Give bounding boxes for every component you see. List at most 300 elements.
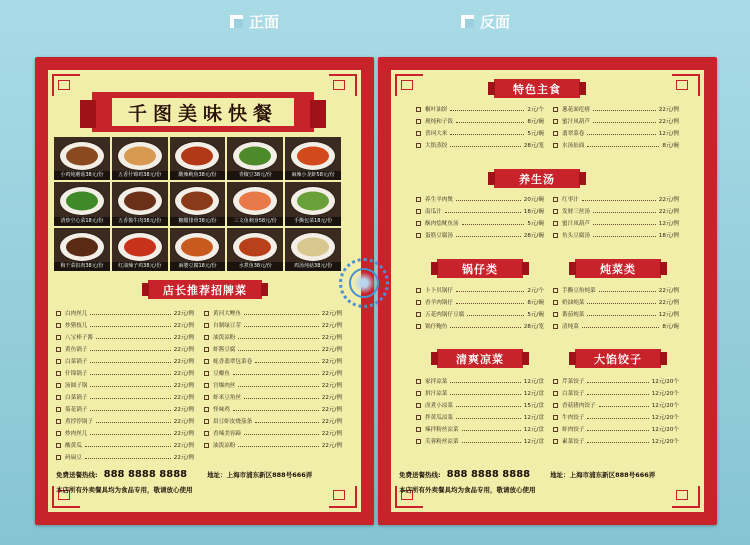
menu-item-name: 汤圆子锅 bbox=[65, 383, 88, 389]
food-photo-grid bbox=[54, 137, 341, 271]
leader-dots bbox=[238, 446, 318, 447]
menu-item-price: 12元/例 bbox=[658, 131, 679, 137]
menu-item-name: 家拌凉菜 bbox=[425, 379, 448, 385]
menu-item bbox=[553, 411, 679, 423]
stew-heading bbox=[575, 259, 661, 278]
menu-item-name: 什锦锅子 bbox=[65, 371, 88, 377]
menu-item bbox=[204, 367, 342, 379]
leader-dots bbox=[90, 326, 170, 327]
food-caption: 手撕包菜18元/份 bbox=[285, 217, 341, 226]
menu-item-name: 番茄炖菜 bbox=[562, 312, 585, 318]
checkbox-icon bbox=[416, 221, 421, 226]
dish-shape bbox=[239, 192, 271, 211]
menu-item-name: 蛋筋豆腐汤 bbox=[425, 233, 453, 239]
menu-item-name: 八宝棒子酱 bbox=[65, 335, 93, 341]
menu-item bbox=[553, 399, 679, 411]
menu-item-price: 22元/例 bbox=[173, 431, 194, 437]
food-caption: 麻辣小龙虾58元/份 bbox=[285, 171, 341, 180]
watermark-seal bbox=[339, 258, 389, 308]
front-notice: 本店所有外卖餐具均为食品专用，敬请放心使用 bbox=[56, 486, 193, 494]
menu-item bbox=[204, 355, 342, 367]
food-caption: 红油辣子鸡38元/份 bbox=[112, 262, 168, 271]
front-hotline-row bbox=[56, 469, 312, 480]
menu-item-name: 葱花面疙瘩 bbox=[562, 107, 590, 113]
menu-item-name: 芹菜饺子 bbox=[562, 379, 585, 385]
checkbox-icon bbox=[56, 311, 61, 316]
dish-shape bbox=[181, 237, 213, 256]
menu-item bbox=[56, 331, 194, 343]
leader-dots bbox=[587, 315, 655, 316]
menu-item-price: 22元/例 bbox=[658, 107, 679, 113]
leader-dots bbox=[445, 212, 521, 213]
menu-item-name: 卤煮小凉菜 bbox=[425, 403, 453, 409]
menu-item-name: 锅仔鲍鱼 bbox=[425, 324, 448, 330]
checkbox-icon bbox=[56, 407, 61, 412]
title-banner bbox=[92, 92, 314, 132]
menu-item-price: 22元/例 bbox=[173, 383, 194, 389]
leader-dots bbox=[238, 350, 318, 351]
leader-dots bbox=[593, 122, 656, 123]
food-photo bbox=[285, 137, 341, 180]
menu-item-price: 22元/例 bbox=[321, 431, 342, 437]
menu-item bbox=[416, 375, 544, 387]
menu-item-name: 怪味鸡 bbox=[213, 407, 230, 413]
menu-item-name: 黄鱼锅子 bbox=[65, 347, 88, 353]
menu-item-price: 22元/例 bbox=[321, 407, 342, 413]
menu-item-name: 虾米豆角丝 bbox=[213, 395, 241, 401]
menu-item bbox=[56, 307, 194, 319]
menu-item-price: 2元/个 bbox=[527, 107, 544, 113]
dumpling-heading bbox=[575, 349, 661, 368]
dish-shape bbox=[124, 147, 156, 166]
menu-item bbox=[553, 308, 679, 320]
food-photo bbox=[170, 137, 226, 180]
menu-item-price: 22元/例 bbox=[173, 419, 194, 425]
leader-dots bbox=[450, 394, 520, 395]
menu-item bbox=[56, 451, 194, 463]
menu-item-price: 12元/盘 bbox=[523, 439, 544, 445]
menu-item-price: 28元/碗 bbox=[523, 233, 544, 239]
checkbox-icon bbox=[416, 403, 421, 408]
menu-item-price: 22元/例 bbox=[321, 371, 342, 377]
menu-item-name: 红枣汁 bbox=[562, 197, 579, 203]
menu-item bbox=[553, 435, 679, 447]
checkbox-icon bbox=[553, 324, 558, 329]
food-photo bbox=[170, 182, 226, 225]
menu-item-name: 卜卜贝锅仔 bbox=[425, 288, 453, 294]
menu-item-price: 5元/碗 bbox=[527, 312, 544, 318]
leader-dots bbox=[456, 291, 524, 292]
menu-item-name: 白菜锅子 bbox=[65, 395, 88, 401]
menu-item bbox=[204, 343, 342, 355]
leader-dots bbox=[244, 398, 319, 399]
checkbox-icon bbox=[553, 312, 558, 317]
corner-ornament bbox=[395, 74, 423, 96]
food-caption: 麻婆豆腐18元/份 bbox=[170, 262, 226, 271]
checkbox-icon bbox=[553, 107, 558, 112]
staple-list-right bbox=[553, 103, 679, 151]
menu-item-name: 菊花锅子 bbox=[65, 407, 88, 413]
hotline-number: 888 8888 8888 bbox=[446, 469, 531, 480]
menu-item-price: 12元/例 bbox=[658, 312, 679, 318]
leader-dots bbox=[233, 410, 319, 411]
menu-item-name: 奶油炖菜 bbox=[562, 300, 585, 306]
cold-dish-heading-text: 清爽凉菜 bbox=[456, 352, 504, 366]
dish-shape bbox=[124, 237, 156, 256]
menu-item-price: 12元/20个 bbox=[651, 379, 679, 385]
menu-item bbox=[553, 284, 679, 296]
food-caption: 酸辣鱿鱼38元/份 bbox=[170, 171, 226, 180]
checkbox-icon bbox=[56, 371, 61, 376]
menu-item-price: 12元/20个 bbox=[651, 439, 679, 445]
checkbox-icon bbox=[553, 391, 558, 396]
checkbox-icon bbox=[56, 359, 61, 364]
leader-dots bbox=[90, 314, 170, 315]
menu-item-name: 发财三丝汤 bbox=[562, 209, 590, 215]
menu-item bbox=[204, 391, 342, 403]
checkbox-icon bbox=[204, 407, 209, 412]
menu-item-price: 8元/碗 bbox=[527, 119, 544, 125]
leader-dots bbox=[587, 442, 648, 443]
menu-item-price: 22元/例 bbox=[173, 443, 194, 449]
dumpling-heading-text: 大馅饺子 bbox=[594, 352, 642, 366]
menu-item bbox=[416, 284, 544, 296]
menu-item bbox=[204, 331, 342, 343]
menu-item-price: 22元/例 bbox=[658, 119, 679, 125]
title-box bbox=[112, 98, 294, 126]
checkbox-icon bbox=[416, 143, 421, 148]
checkbox-icon bbox=[416, 233, 421, 238]
checkbox-icon bbox=[204, 347, 209, 352]
checkbox-icon bbox=[204, 359, 209, 364]
leader-dots bbox=[238, 338, 318, 339]
leader-dots bbox=[90, 410, 170, 411]
hotline-label: 免费送餐热线: bbox=[56, 471, 98, 479]
food-photo bbox=[285, 182, 341, 225]
menu-item bbox=[56, 343, 194, 355]
checkbox-icon bbox=[56, 419, 61, 424]
menu-item-price: 22元/例 bbox=[173, 359, 194, 365]
checkbox-icon bbox=[56, 431, 61, 436]
menu-item-name: 酸黄瓜 bbox=[65, 443, 82, 449]
leader-dots bbox=[456, 122, 524, 123]
leader-dots bbox=[238, 386, 318, 387]
back-menu-inner bbox=[391, 70, 704, 512]
menu-item-price: 22元/例 bbox=[658, 300, 679, 306]
staple-heading bbox=[494, 79, 580, 98]
menu-item bbox=[416, 296, 544, 308]
dish-shape bbox=[124, 192, 156, 211]
menu-item-name: 五花肉锅仔豆腐 bbox=[425, 312, 465, 318]
leader-dots bbox=[462, 430, 521, 431]
leader-dots bbox=[582, 327, 660, 328]
seal-core bbox=[349, 268, 379, 298]
leader-dots bbox=[90, 386, 170, 387]
leader-dots bbox=[456, 406, 521, 407]
menu-item bbox=[56, 415, 194, 427]
menu-item-name: 黄河大鲤鱼 bbox=[213, 311, 241, 317]
leader-dots bbox=[90, 350, 170, 351]
leader-dots bbox=[599, 406, 649, 407]
menu-item bbox=[56, 379, 194, 391]
menu-item-name: 香菇猪肉饺子 bbox=[562, 403, 596, 409]
menu-item bbox=[416, 205, 544, 217]
checkbox-icon bbox=[416, 300, 421, 305]
checkbox-icon bbox=[553, 415, 558, 420]
corner-icon bbox=[461, 15, 474, 28]
menu-item bbox=[56, 439, 194, 451]
dish-shape bbox=[297, 147, 329, 166]
back-hotline-row bbox=[399, 469, 655, 480]
corner-icon bbox=[230, 15, 243, 28]
menu-item-name: 养生羊肉煲 bbox=[425, 197, 453, 203]
menu-item bbox=[204, 427, 342, 439]
front-label-text: 正面 bbox=[249, 12, 280, 31]
pot-list bbox=[416, 284, 544, 332]
menu-item bbox=[553, 423, 679, 435]
checkbox-icon bbox=[553, 143, 558, 148]
recommended-list-right bbox=[204, 307, 342, 451]
menu-item bbox=[553, 296, 679, 308]
menu-item-price: 22元/例 bbox=[321, 383, 342, 389]
recommended-heading bbox=[148, 280, 262, 299]
menu-item-name: 拼汁凉菜 bbox=[425, 391, 448, 397]
menu-item-name: 鱼头豆腐汤 bbox=[562, 233, 590, 239]
checkbox-icon bbox=[416, 427, 421, 432]
leader-dots bbox=[96, 338, 171, 339]
menu-item-name: 蜜汁凤葫芦 bbox=[562, 119, 590, 125]
front-side-label bbox=[230, 10, 279, 32]
leader-dots bbox=[587, 394, 648, 395]
stew-list bbox=[553, 284, 679, 332]
menu-item-price: 18元/碗 bbox=[523, 209, 544, 215]
leader-dots bbox=[90, 362, 170, 363]
food-photo bbox=[54, 182, 110, 225]
menu-item-price: 12元/20个 bbox=[651, 415, 679, 421]
checkbox-icon bbox=[553, 197, 558, 202]
checkbox-icon bbox=[553, 403, 558, 408]
checkbox-icon bbox=[416, 288, 421, 293]
menu-item bbox=[204, 415, 342, 427]
menu-item bbox=[204, 379, 342, 391]
staple-list-left bbox=[416, 103, 544, 151]
soup-list-right bbox=[553, 193, 679, 241]
leader-dots bbox=[456, 236, 521, 237]
checkbox-icon bbox=[416, 131, 421, 136]
menu-item-name: 辣拌粉丝凉菜 bbox=[425, 427, 459, 433]
menu-item bbox=[416, 115, 544, 127]
checkbox-icon bbox=[204, 311, 209, 316]
corner-ornament bbox=[52, 74, 80, 96]
checkbox-icon bbox=[416, 415, 421, 420]
menu-item-name: 大馅蒸饺 bbox=[425, 143, 448, 149]
leader-dots bbox=[450, 134, 524, 135]
food-photo bbox=[54, 228, 110, 271]
menu-item-price: 22元/例 bbox=[173, 455, 194, 461]
menu-item bbox=[553, 115, 679, 127]
menu-item-name: 香辣美容蹄 bbox=[213, 431, 241, 437]
menu-item bbox=[416, 320, 544, 332]
checkbox-icon bbox=[56, 455, 61, 460]
leader-dots bbox=[587, 430, 648, 431]
menu-item bbox=[56, 367, 194, 379]
menu-item bbox=[553, 193, 679, 205]
menu-item-name: 煮饽饽锅子 bbox=[65, 419, 93, 425]
dish-shape bbox=[297, 237, 329, 256]
checkbox-icon bbox=[204, 443, 209, 448]
leader-dots bbox=[90, 374, 170, 375]
menu-item-price: 22元/例 bbox=[173, 347, 194, 353]
menu-item-price: 22元/例 bbox=[173, 395, 194, 401]
menu-item-price: 2元/个 bbox=[527, 288, 544, 294]
food-photo bbox=[227, 182, 283, 225]
dish-shape bbox=[181, 192, 213, 211]
cold-dish-list bbox=[416, 375, 544, 447]
checkbox-icon bbox=[56, 347, 61, 352]
leader-dots bbox=[456, 418, 521, 419]
leader-dots bbox=[467, 315, 524, 316]
front-menu-inner bbox=[48, 70, 361, 512]
checkbox-icon bbox=[204, 419, 209, 424]
leader-dots bbox=[450, 146, 520, 147]
leader-dots bbox=[450, 382, 520, 383]
food-photo bbox=[112, 137, 168, 180]
checkbox-icon bbox=[204, 335, 209, 340]
address-text: 地址：上海市浦东新区888号666弄 bbox=[550, 471, 656, 479]
menu-item bbox=[204, 403, 342, 415]
food-caption: 鸡汤炖菇38元/份 bbox=[285, 262, 341, 271]
food-caption: 清炒空心菜18元/份 bbox=[54, 217, 110, 226]
food-caption: 小鸡炖蘑菇38元/份 bbox=[54, 171, 110, 180]
dish-shape bbox=[66, 192, 98, 211]
hotline-label: 免费送餐热线: bbox=[399, 471, 441, 479]
checkbox-icon bbox=[204, 371, 209, 376]
menu-item-name: 白菜锅子 bbox=[65, 359, 88, 365]
dumpling-list bbox=[553, 375, 679, 447]
leader-dots bbox=[255, 362, 319, 363]
leader-dots bbox=[587, 303, 655, 304]
recommended-list-left bbox=[56, 307, 194, 463]
leader-dots bbox=[90, 434, 170, 435]
back-side-label bbox=[461, 10, 510, 32]
leader-dots bbox=[593, 110, 656, 111]
menu-item bbox=[416, 193, 544, 205]
menu-item-price: 22元/例 bbox=[321, 311, 342, 317]
leader-dots bbox=[587, 382, 648, 383]
menu-item-name: 椒叶油饼 bbox=[425, 107, 448, 113]
checkbox-icon bbox=[553, 439, 558, 444]
menu-item-price: 22元/例 bbox=[321, 443, 342, 449]
menu-item-price: 22元/例 bbox=[173, 323, 194, 329]
checkbox-icon bbox=[56, 383, 61, 388]
checkbox-icon bbox=[56, 323, 61, 328]
menu-item-price: 12元/例 bbox=[658, 221, 679, 227]
checkbox-icon bbox=[416, 107, 421, 112]
food-photo bbox=[227, 137, 283, 180]
leader-dots bbox=[593, 212, 656, 213]
leader-dots bbox=[96, 422, 171, 423]
menu-item-name: 白肉丝儿 bbox=[65, 311, 88, 317]
menu-item-price: 22元/例 bbox=[321, 335, 342, 341]
dish-shape bbox=[66, 147, 98, 166]
menu-item-name: 翡翠菜卷 bbox=[562, 131, 585, 137]
pot-heading-text: 锅仔类 bbox=[462, 262, 498, 276]
leader-dots bbox=[587, 134, 655, 135]
menu-item-name: 素菜饺子 bbox=[562, 439, 585, 445]
menu-item-name: 拌黄瓜凉菜 bbox=[425, 415, 453, 421]
checkbox-icon bbox=[56, 335, 61, 340]
leader-dots bbox=[462, 224, 525, 225]
dish-shape bbox=[181, 147, 213, 166]
menu-item-price: 20元/碗 bbox=[523, 197, 544, 203]
menu-item-name: 普珂大米 bbox=[425, 131, 448, 137]
leader-dots bbox=[599, 291, 656, 292]
menu-item bbox=[553, 139, 679, 151]
food-caption: 梅干菜扣肉38元/份 bbox=[54, 262, 110, 271]
menu-item-price: 22元/例 bbox=[658, 209, 679, 215]
leader-dots bbox=[255, 422, 319, 423]
menu-item-name: 芙蓉粉丝凉菜 bbox=[425, 439, 459, 445]
menu-item bbox=[204, 307, 342, 319]
leader-dots bbox=[85, 458, 171, 459]
menu-item bbox=[416, 217, 544, 229]
menu-item bbox=[553, 217, 679, 229]
menu-item bbox=[56, 319, 194, 331]
food-photo bbox=[285, 228, 341, 271]
menu-item-name: 牛肉饺子 bbox=[562, 415, 585, 421]
food-caption: 五香酱牛肉38元/份 bbox=[112, 217, 168, 226]
checkbox-icon bbox=[204, 395, 209, 400]
soup-heading-text: 养生汤 bbox=[519, 172, 555, 186]
food-caption: 五香什锦鸡38元/份 bbox=[112, 171, 168, 180]
menu-item-price: 22元/例 bbox=[658, 288, 679, 294]
menu-item bbox=[416, 308, 544, 320]
stew-heading-text: 炖菜类 bbox=[600, 262, 636, 276]
menu-item bbox=[416, 435, 544, 447]
menu-item-name: 豆瓣鱼 bbox=[213, 371, 230, 377]
menu-item bbox=[416, 387, 544, 399]
menu-item-price: 12元/盘 bbox=[523, 391, 544, 397]
checkbox-icon bbox=[553, 233, 558, 238]
menu-item bbox=[416, 127, 544, 139]
menu-item-name: 现炖和子饭 bbox=[425, 119, 453, 125]
address-text: 地址：上海市浦东新区888号666弄 bbox=[207, 471, 313, 479]
menu-item-name: 蚝香翡翠包菜卷 bbox=[213, 359, 253, 365]
menu-item-price: 22元/例 bbox=[321, 419, 342, 425]
menu-item-price: 12元/盘 bbox=[523, 415, 544, 421]
checkbox-icon bbox=[416, 391, 421, 396]
restaurant-title: 千图美味快餐 bbox=[127, 102, 278, 125]
menu-item bbox=[553, 127, 679, 139]
food-caption: 青椒豆38元/份 bbox=[227, 171, 283, 180]
menu-item-name: 白菜饺子 bbox=[562, 391, 585, 397]
menu-item-name: 自制绿豆芽 bbox=[213, 323, 241, 329]
food-photo bbox=[170, 228, 226, 271]
dish-shape bbox=[239, 237, 271, 256]
leader-dots bbox=[244, 314, 319, 315]
checkbox-icon bbox=[416, 439, 421, 444]
checkbox-icon bbox=[416, 209, 421, 214]
checkbox-icon bbox=[553, 221, 558, 226]
menu-item bbox=[204, 439, 342, 451]
menu-item-price: 22元/例 bbox=[321, 359, 342, 365]
hotline-number: 888 8888 8888 bbox=[103, 469, 188, 480]
menu-item bbox=[416, 423, 544, 435]
food-photo bbox=[112, 182, 168, 225]
leader-dots bbox=[587, 418, 648, 419]
back-notice: 本店所有外卖餐具均为食品专用，敬请放心使用 bbox=[399, 486, 536, 494]
checkbox-icon bbox=[416, 197, 421, 202]
